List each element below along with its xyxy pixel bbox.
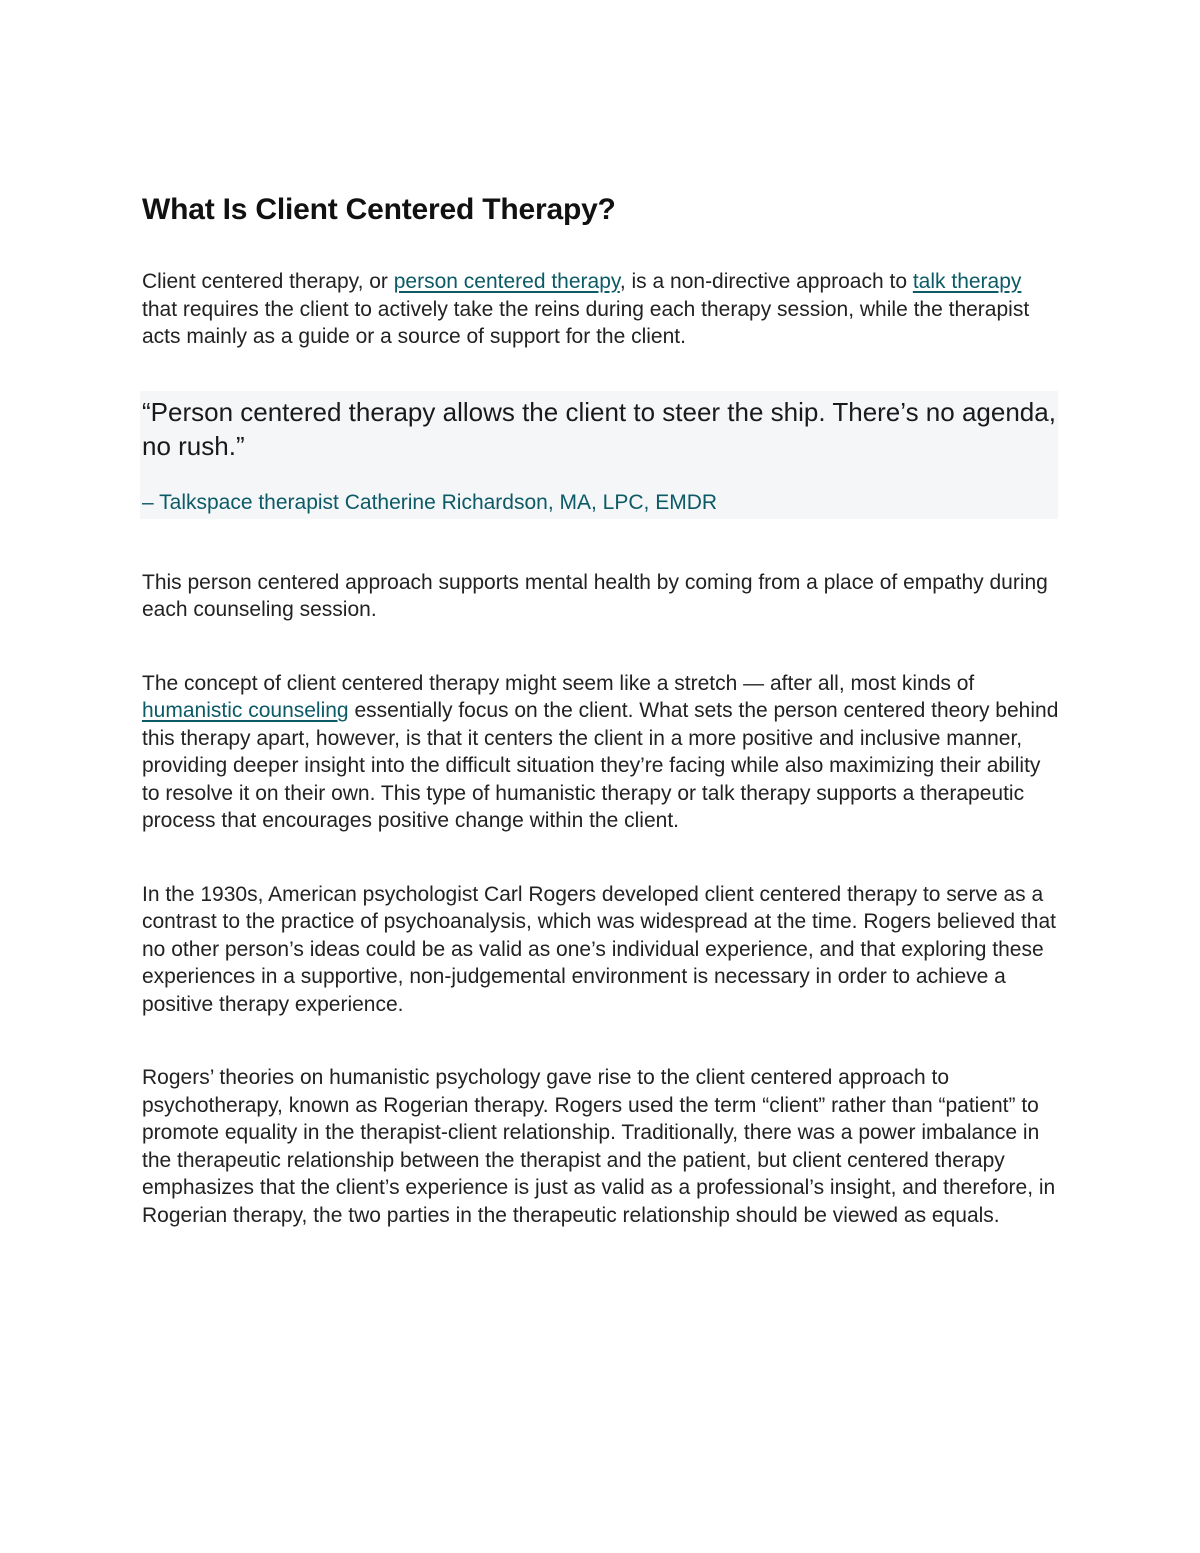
article-body [142,190,1062,1229]
person-centered-therapy-link[interactable]: person centered therapy [393,270,620,293]
intro-text-1: Client centered therapy, or [142,270,394,293]
talk-therapy-link[interactable]: talk therapy [912,270,1022,293]
paragraph-concept [142,670,1062,835]
intro-paragraph [142,268,1062,351]
pull-quote [140,391,1058,519]
quote-attribution: – Talkspace therapist Catherine Richardson, MA, LPC, EMDR [142,490,718,514]
paragraph-history: In the 1930s, American psychologist Carl Rogers developed client centered therapy to serve as a contrast to the practice of psychoanalysis, which was widespread at the time. Rogers believed that no other person’s ideas could be as valid as one’s individual experience, and that exploring these experiences in a supportive, non-judgemental environment is necessary in order to achieve a positive therapy experience. [142,882,1056,1016]
paragraph-empathy: This person centered approach supports mental health by coming from a place of empathy during each counseling session. [142,570,1048,621]
humanistic-counseling-link[interactable]: humanistic counseling [142,699,349,722]
paragraph-rogerian: Rogers’ theories on humanistic psychology gave rise to the client centered approach to psychotherapy, known as Rogerian therapy. Rogers used the term “client” rather than “patient” to promote equality in the therapist-client relationship. Traditionally, there was a power imbalance in the therapeutic relationship between the therapist and the patient, but client centered therapy emphasizes that the client’s experience is just as valid as a professional’s insight, and therefore, in Rogerian therapy, the two parties in the therapeutic relationship should be viewed as equals. [142,1066,1056,1227]
intro-text-3: that requires the client to actively take the reins during each therapy session, while the therapist acts mainly as a guide or a source of support for the client. [142,297,1030,348]
quote-text: “Person centered therapy allows the client to steer the ship. There’s no agenda, no rush.” [142,396,1056,461]
concept-text-2: essentially focus on the client. What sets the person centered theory behind this therapy apart, however, is that it centers the client in a more positive and inclusive manner, providing deeper insight into the difficult situation they’re facing while also maximizing their ability to resolve it on their own. This type of humanistic therapy or talk therapy supports a therapeutic process that encourages positive change within the client. [142,699,1059,832]
intro-text-2: , is a non-directive approach to [619,270,913,293]
page-title: What Is Client Centered Therapy? [142,193,616,226]
concept-text-1: The concept of client centered therapy might seem like a stretch — after all, most kinds of [142,671,975,695]
